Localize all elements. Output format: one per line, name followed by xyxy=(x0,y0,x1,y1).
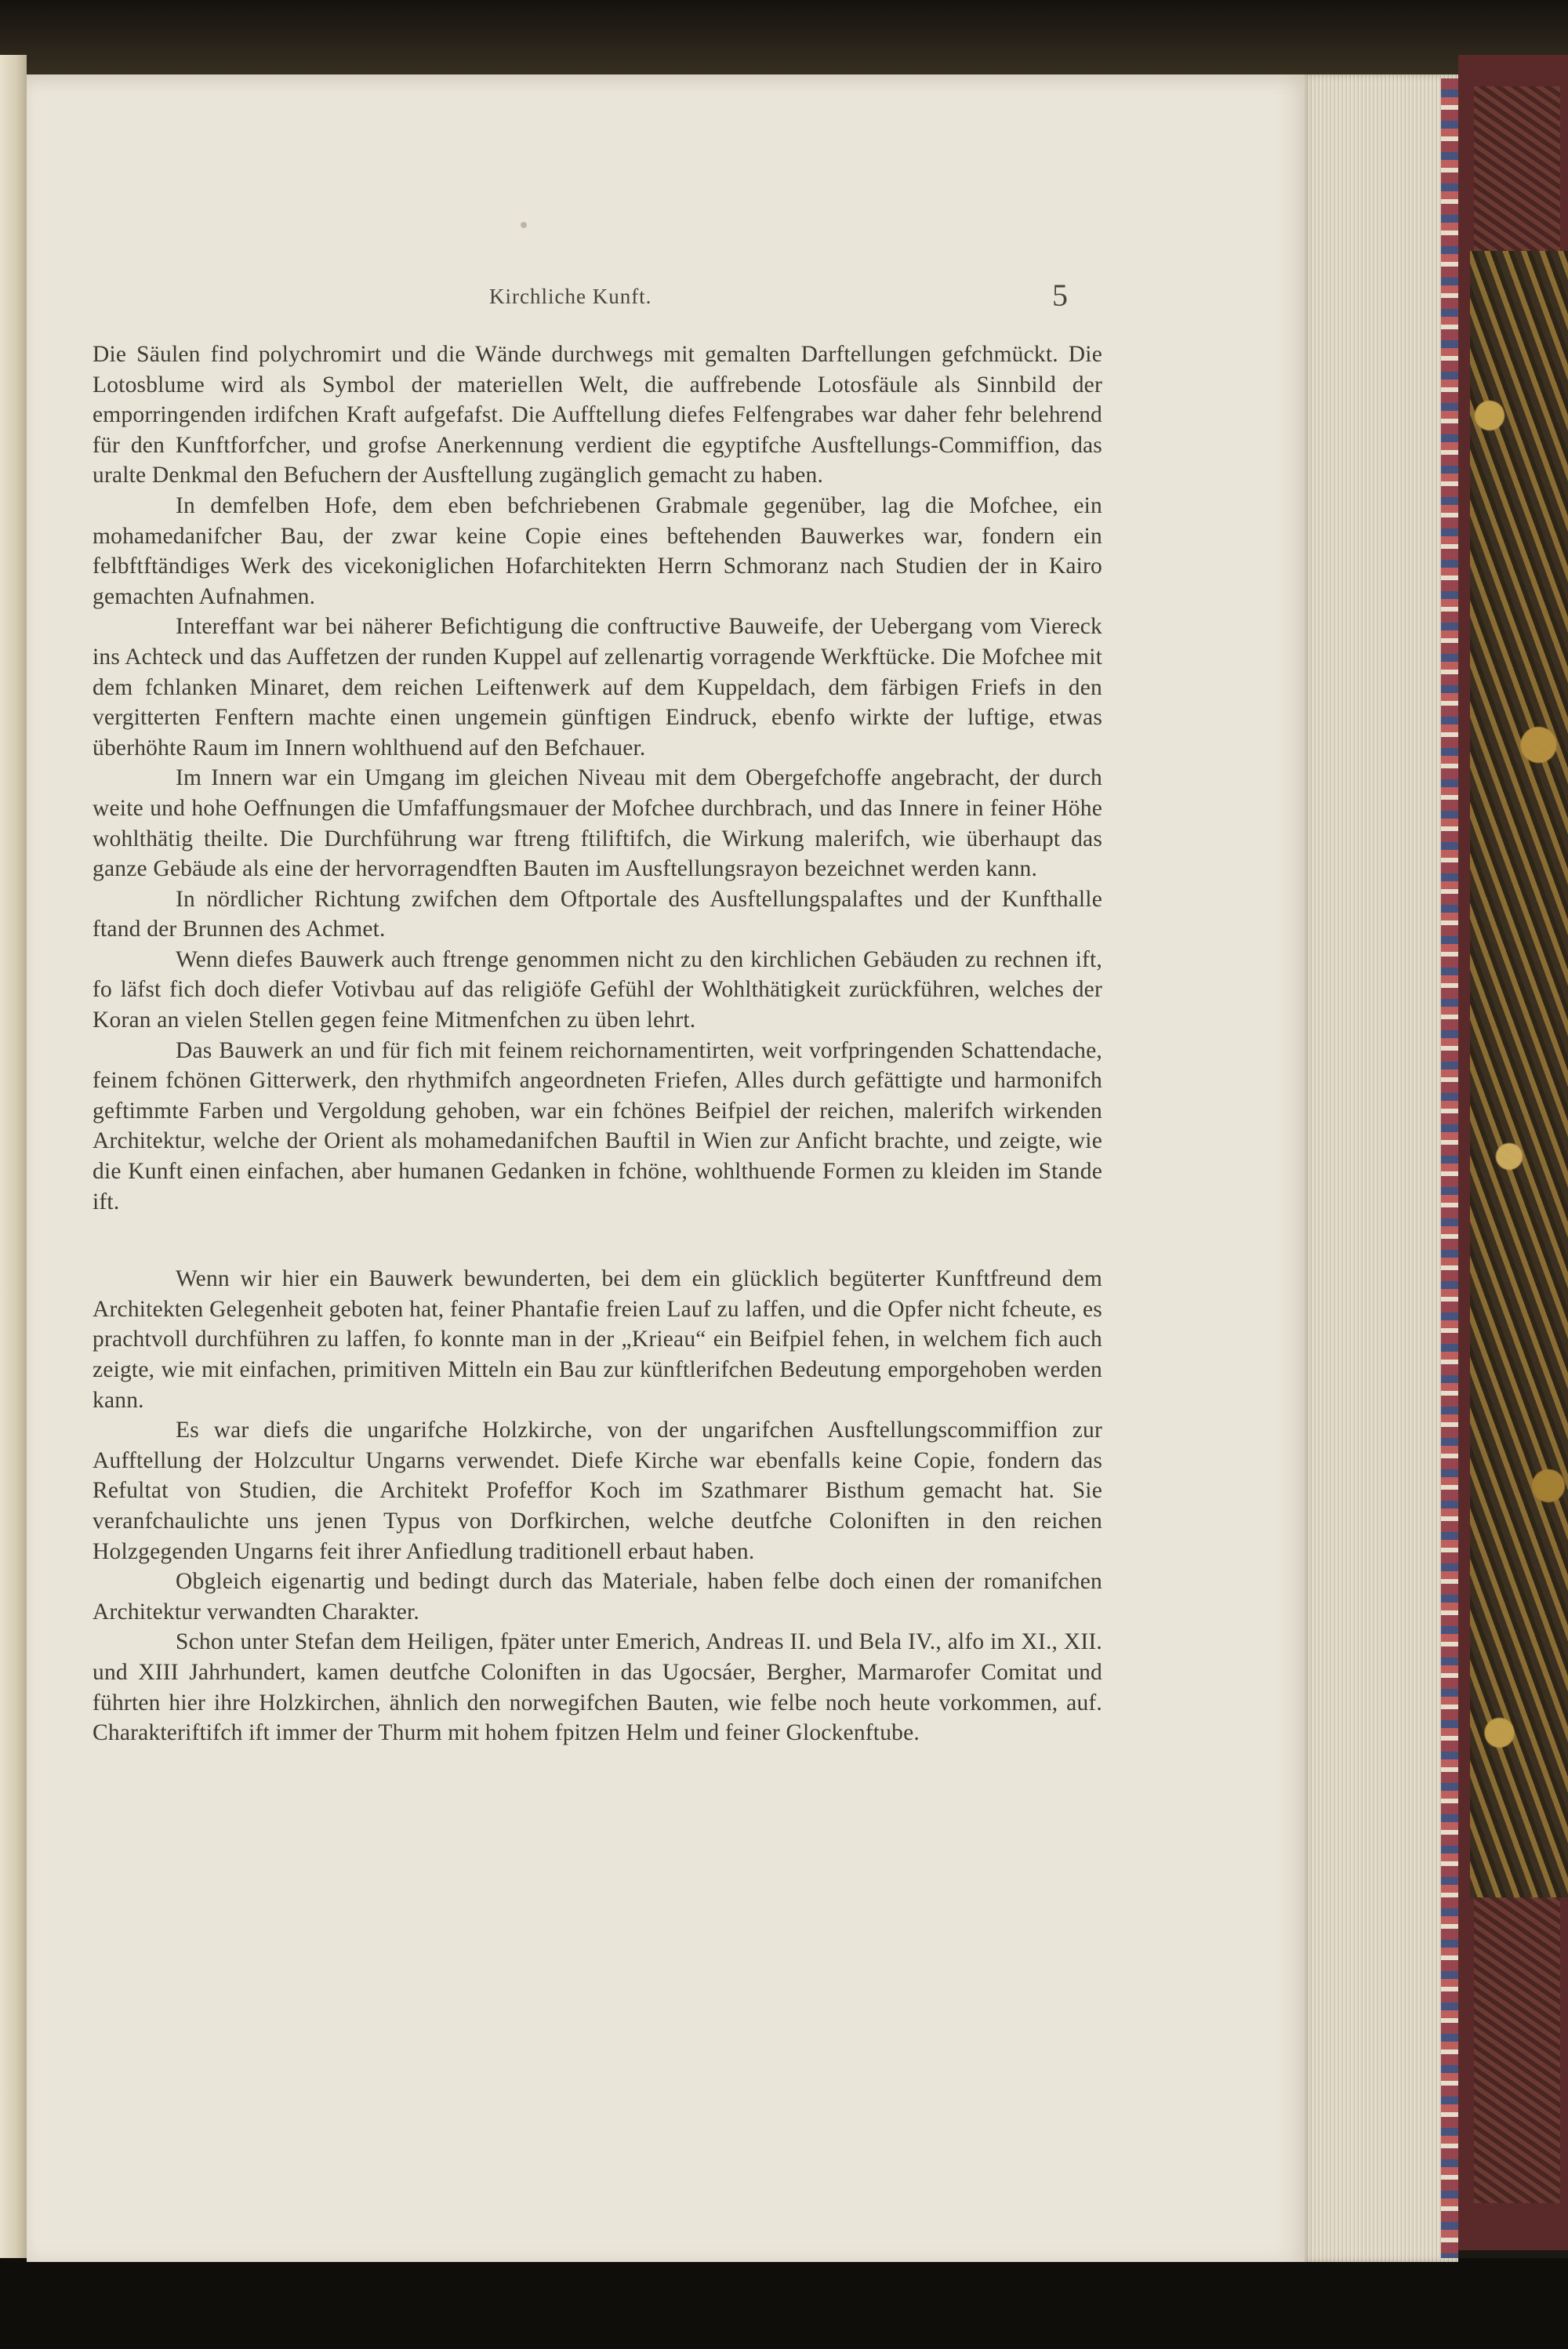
paragraph: Das Bauwerk an und für fich mit feinem reichornamentirten, weit vorfpringenden Schattendache, feinem fchönen Gitterwerk, den rhythmifch angeordneten Friefen, Alles durch gefättigte und harmonifch geftimmte Farben und Vergoldung gehoben, war ein fchönes Beifpiel der reichen, malerifch wirkenden Architektur, welche der Orient als mohamedanifchen Bauftil in Wien zur Anficht brachte, und zeigte, wie die Kunft einen einfachen, aber humanen Gedanken in fchöne, wohlthuende Formen zu kleiden im Stande ift. xyxy=(93,1037,1102,1214)
paragraph: Die Säulen find polychromirt und die Wände durchwegs mit gemalten Darftellungen gefchmückt. Die Lotosblume wird als Symbol der materiellen Welt, die auffrebende Lotosfäule als Sinnbild der emporringenden irdifchen Kraft aufgefafst. Die Aufftellung diefes Felfengrabes war daher fehr belehrend für den Kunftforfcher, und grofse Anerkennung verdient die egyptifche Ausftellungs-Commiffion, das uralte Denkmal den Befuchern der Ausftellung zugänglich gemacht zu haben. xyxy=(93,342,1102,488)
marbled-endpaper xyxy=(1470,251,1568,1897)
paragraph: In demfelben Hofe, dem eben befchriebenen Grabmale gegenüber, lag die Mofchee, ein mohamedanifcher Bau, der zwar keine Copie eines beftehenden Bauwerkes war, fondern ein felbftftändiges Werk des vicekoniglichen Hofarchitekten Herrn Schmoranz nach Studien der in Kairo gemachten Aufnahmen. xyxy=(93,492,1102,609)
body-text xyxy=(93,339,1102,1748)
book-page xyxy=(27,74,1305,2262)
running-title: Kirchliche Kunft. xyxy=(489,285,652,308)
sprinkled-page-edge xyxy=(1441,78,1458,2258)
paper-speck xyxy=(521,222,527,228)
page-block-edges xyxy=(1301,74,1458,2262)
book-cover-top xyxy=(0,0,1568,86)
paragraph: Obgleich eigenartig und bedingt durch das Materiale, haben felbe doch einen der romanifchen Architektur verwandten Charakter. xyxy=(93,1569,1102,1625)
page-number: 5 xyxy=(1052,278,1068,313)
paragraph: In nördlicher Richtung zwifchen dem Oftportale des Ausftellungspalaftes und der Kunfthalle ftand der Brunnen des Achmet. xyxy=(93,886,1102,942)
paragraph: Schon unter Stefan dem Heiligen, fpäter unter Emerich, Andreas II. und Bela IV., alfo im XI., XII. und XIII Jahrhundert, kamen deutfche Coloniften in das Ugocsáer, Bergher, Marmarofer Comitat und führten hier ihre Holzkirchen, ähnlich den norwegifchen Bauten, wie felbe noch heute vorkommen, auf. Charakteriftifch ift immer der Thurm mit hohem fpitzen Helm und feiner Glockenftube. xyxy=(93,1629,1102,1746)
section-gap xyxy=(93,1217,1102,1264)
paragraph: Es war diefs die ungarifche Holzkirche, von der ungarifchen Ausftellungscommiffion zur Aufftellung der Holzcultur Ungarns verwendet. Diefe Kirche war ebenfalls keine Copie, fondern das Refultat von Studien, die Architekt Profeffor Koch im Szathmarer Bisthum gemacht hat. Sie veranfchaulichte uns jenen Typus von Dorfkirchen, welche deutfche Coloniften in den reichen Holzgegenden Ungarns feit ihrer Anfiedlung traditionell erbaut haben. xyxy=(93,1418,1102,1564)
page-header xyxy=(27,278,1305,332)
paragraph: Wenn wir hier ein Bauwerk bewunderten, bei dem ein glücklich begüterter Kunftfreund dem Architekten Gelegenheit geboten hat, feiner Phantafie freien Lauf zu laffen, und die Opfer nicht fcheute, es prachtvoll durchführen zu laffen, fo konnte man in der „Krieau“ ein Beifpiel fehen, in welchem fich auch zeigte, wie mit einfachen, primitiven Mitteln ein Bau zur künftlerifchen Bedeutung emporgehoben werden kann. xyxy=(93,1266,1102,1413)
facing-page-edge xyxy=(0,55,27,2266)
paragraph: Wenn diefes Bauwerk auch ftrenge genommen nicht zu den kirchlichen Gebäuden zu rechnen ift, fo läfst fich doch diefer Votivbau auf das religiöfe Gefühl der Wohlthätigkeit zurückführen, welches der Koran an vielen Stellen gegen feine Mitmenfchen zu üben lehrt. xyxy=(93,946,1102,1033)
paragraph: Im Innern war ein Umgang im gleichen Niveau mit dem Obergefchoffe angebracht, der durch weite und hohe Oeffnungen die Umfaffungsmauer der Mofchee durchbrach, und das Innere in feiner Höhe wohlthätig theilte. Die Durchführung war ftreng ftiliftifch, die Wirkung malerifch, wie überhaupt das ganze Gebäude als eine der hervorragendften Bauten im Ausftellungsrayon bezeichnet werden kann. xyxy=(93,765,1102,882)
paragraph: Intereffant war bei näherer Befichtigung die conftructive Bauweife, der Uebergang vom Viereck ins Achteck und das Auffetzen der runden Kuppel auf zellenartig vorragende Werkftücke. Die Mofchee mit dem fchlanken Minaret, dem reichen Leiftenwerk auf dem Kuppeldach, dem färbigen Friefs in den vergitterten Fenftern machte einen ungemein günftigen Eindruck, ebenfo wirkte der luftige, etwas überhöhte Raum im Innern wohlthuend auf den Befchauer. xyxy=(93,614,1102,761)
background-bottom xyxy=(0,2258,1568,2349)
